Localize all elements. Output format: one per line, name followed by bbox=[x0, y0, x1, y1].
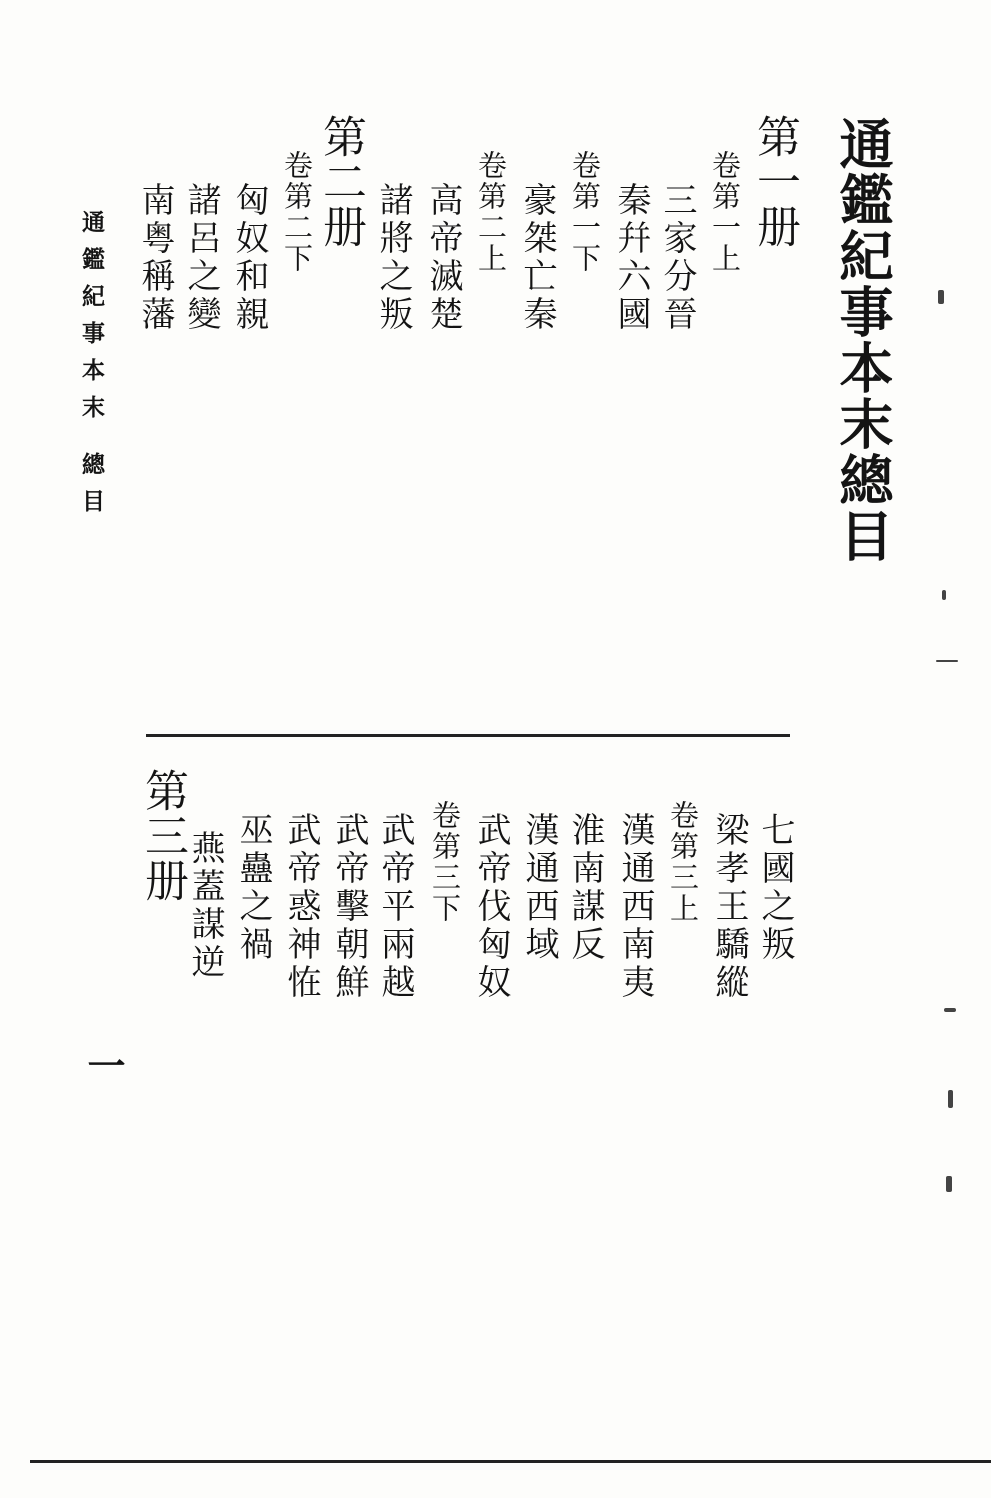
page-number: 一 bbox=[81, 1046, 126, 1084]
toc-entry: 南粤稱藩 bbox=[135, 182, 175, 334]
binding-mark bbox=[936, 660, 958, 662]
toc-entry: 漢通西域 bbox=[519, 812, 559, 964]
toc-entry: 七國之叛 bbox=[755, 812, 795, 964]
juan-heading: 卷第一下 bbox=[568, 150, 602, 274]
margin-book-title: 通鑑紀事本末 bbox=[78, 210, 105, 432]
toc-entry: 秦幷六國 bbox=[611, 182, 651, 334]
toc-entry: 諸呂之變 bbox=[181, 182, 221, 334]
toc-entry: 淮南謀反 bbox=[565, 812, 605, 964]
toc-entry: 武帝擊朝鮮 bbox=[329, 812, 369, 1002]
juan-heading: 卷第二下 bbox=[280, 150, 314, 274]
toc-entry: 巫蠱之禍 bbox=[233, 812, 273, 964]
juan-heading: 卷第一上 bbox=[708, 150, 742, 274]
binding-mark bbox=[938, 290, 944, 304]
binding-mark bbox=[948, 1090, 953, 1108]
juan-heading: 卷第三上 bbox=[666, 800, 700, 924]
binding-mark bbox=[942, 590, 946, 600]
page-title: 通鑑紀事本末總目 bbox=[831, 116, 895, 564]
volume-heading: 第三册 bbox=[137, 768, 188, 903]
volume-heading: 第二册 bbox=[315, 114, 366, 249]
toc-entry: 高帝滅楚 bbox=[423, 182, 463, 334]
divider-line bbox=[146, 734, 790, 737]
toc-entry: 武帝平兩越 bbox=[375, 812, 415, 1002]
margin-section-label: 總目 bbox=[78, 452, 105, 526]
toc-entry: 匈奴和親 bbox=[229, 182, 269, 334]
toc-entry: 武帝惑神恠 bbox=[281, 812, 321, 1002]
juan-heading: 卷第二上 bbox=[474, 150, 508, 274]
binding-mark bbox=[944, 1008, 956, 1012]
toc-entry: 梁孝王驕縱 bbox=[709, 812, 749, 1002]
volume-heading: 第一册 bbox=[749, 114, 800, 249]
toc-entry: 燕蓋謀逆 bbox=[185, 830, 225, 982]
toc-entry: 三家分晉 bbox=[657, 182, 697, 334]
page-bottom-edge bbox=[30, 1460, 991, 1463]
toc-entry: 豪桀亡秦 bbox=[517, 182, 557, 334]
toc-entry: 諸將之叛 bbox=[373, 182, 413, 334]
binding-mark bbox=[946, 1176, 952, 1192]
toc-entry: 漢通西南夷 bbox=[615, 812, 655, 1002]
toc-entry: 武帝伐匈奴 bbox=[471, 812, 511, 1002]
juan-heading: 卷第三下 bbox=[428, 800, 462, 924]
